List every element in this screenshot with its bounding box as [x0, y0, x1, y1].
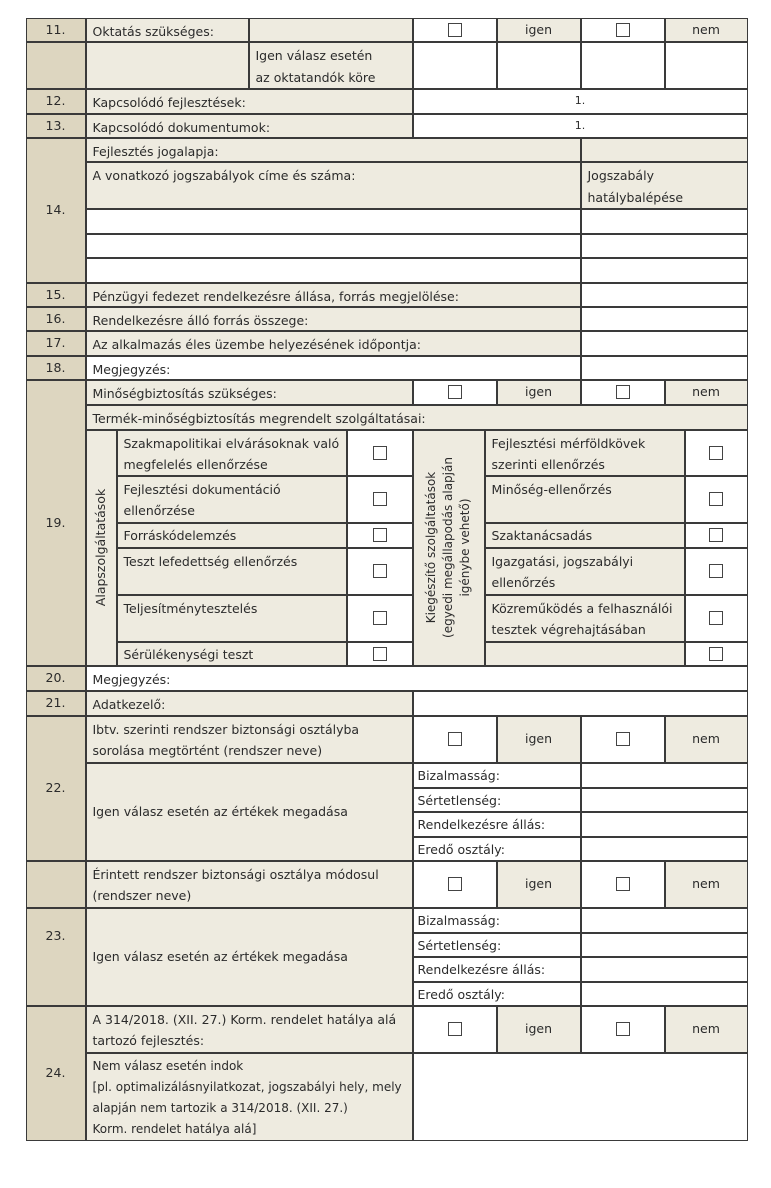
note-field-2[interactable] [86, 666, 748, 691]
legal-basis-label [86, 138, 581, 162]
row-number [26, 89, 86, 114]
service-checkbox-cell[interactable] [685, 523, 748, 548]
service-checkbox-cell[interactable] [685, 548, 748, 595]
related-developments-input[interactable] [413, 89, 748, 114]
financial-coverage-input[interactable] [581, 283, 748, 307]
checkbox[interactable] [709, 611, 723, 625]
checkbox[interactable] [448, 385, 462, 399]
no-text: nem [692, 876, 720, 891]
yes-label [497, 861, 581, 908]
checkbox[interactable] [709, 446, 723, 460]
yes-text: igen [524, 876, 553, 891]
label-text: Termék-minőségbiztosítás megrendelt szolgáltatásai: [92, 410, 426, 426]
related-documents-input[interactable] [413, 114, 748, 138]
service-line: megfelelés ellenőrzése [123, 456, 268, 472]
field-label [413, 812, 581, 837]
no-label [665, 380, 748, 405]
service-checkbox-cell[interactable] [347, 523, 413, 548]
service-item [485, 430, 685, 476]
row-number-text: 14. [45, 202, 66, 217]
service-line: Fejlesztési dokumentáció [123, 481, 281, 497]
service-line: Minőség-ellenőrzés [491, 481, 612, 497]
checkbox[interactable] [616, 23, 630, 37]
row-number-text: 12. [45, 93, 66, 108]
label-line: A 314/2018. (XII. 27.) Korm. rendelet hatálya alá [92, 1011, 397, 1027]
field-label [413, 982, 581, 1006]
row-number-text: 17. [45, 335, 66, 350]
no-text: nem [692, 731, 720, 746]
checkbox[interactable] [373, 647, 387, 661]
service-line: szerinti ellenőrzés [491, 456, 605, 472]
row-number-text: 18. [45, 359, 66, 375]
checkbox[interactable] [373, 564, 387, 578]
field-label [413, 908, 581, 933]
group-line: Kiegészítő szolgáltatások [424, 471, 439, 624]
label-line: sorolása megtörtént (rendszer neve) [92, 742, 323, 758]
yes-text: igen [524, 384, 553, 399]
service-item [485, 548, 685, 595]
service-item [485, 523, 685, 548]
trainees-input-3[interactable] [581, 42, 665, 89]
trainees-input-2[interactable] [497, 42, 581, 89]
yes-label [497, 1006, 581, 1053]
law-title-input-1[interactable] [86, 209, 581, 234]
label-text: Igen válasz esetén az értékek megadása [92, 803, 348, 819]
service-item [117, 548, 347, 595]
checkbox[interactable] [709, 647, 723, 661]
service-line: tesztek végrehajtásában [491, 621, 646, 637]
available-funds-input[interactable] [581, 307, 748, 331]
service-item [117, 523, 347, 548]
blank-cell [86, 42, 249, 89]
service-line: Szaktanácsadás [491, 527, 593, 543]
label-line: tartozó fejlesztés: [92, 1032, 205, 1048]
availability-input[interactable] [581, 957, 748, 982]
decree-no-checkbox-cell[interactable] [581, 1006, 665, 1053]
label-text: Megjegyzés: [92, 361, 171, 377]
financial-coverage-label [86, 283, 581, 307]
service-line: Igazgatási, jogszabályi [491, 553, 634, 569]
service-line: Forráskódelemzés [123, 527, 237, 543]
label-text: Rendelkezésre álló forrás összege: [92, 312, 309, 328]
service-item [117, 476, 347, 523]
security-class-label [86, 716, 413, 763]
row-number [26, 691, 86, 716]
service-checkbox-cell[interactable] [685, 476, 748, 523]
service-checkbox-cell[interactable] [347, 548, 413, 595]
go-live-date-input[interactable] [581, 331, 748, 356]
law-effective-header [581, 162, 748, 209]
checkbox[interactable] [448, 732, 462, 746]
field-label [413, 933, 581, 957]
related-documents-label [86, 114, 413, 138]
group-label: Alapszolgáltatások [93, 488, 109, 607]
checkbox[interactable] [448, 1022, 462, 1036]
service-item [485, 476, 685, 523]
yes-text: igen [524, 731, 553, 746]
checkbox[interactable] [709, 528, 723, 542]
row-number-text: 15. [45, 286, 66, 302]
yes-text: igen [524, 1021, 553, 1036]
data-controller-input[interactable] [413, 691, 748, 716]
group-line: (egyedi megállapodás alapján [441, 457, 456, 638]
row-number [26, 666, 86, 691]
resulting-class-input[interactable] [581, 982, 748, 1006]
row-number-text: 23. [45, 927, 66, 943]
no-text: nem [692, 21, 720, 37]
row-number [26, 356, 86, 380]
checkbox[interactable] [448, 23, 462, 37]
row-number-text: 19. [45, 514, 66, 530]
group-label [423, 457, 474, 638]
confidentiality-input[interactable] [581, 763, 748, 788]
label-line: Ibtv. szerinti rendszer biztonsági osztályba [92, 721, 360, 737]
service-checkbox-cell[interactable] [347, 642, 413, 666]
field-label [413, 763, 581, 788]
service-line: Közreműködés a felhasználói [491, 600, 673, 616]
qa-services-label [86, 405, 748, 430]
label-text: Adatkezelő: [92, 696, 166, 712]
row-number [26, 283, 86, 307]
no-label [665, 1006, 748, 1053]
label-line: Igen válasz esetén [255, 47, 373, 63]
label-text: Oktatás szükséges: [92, 23, 214, 39]
label-text: Minőségbiztosítás szükséges: [92, 385, 277, 401]
label-line: alapján nem tartozik a 314/2018. (XII. 27.) [92, 1100, 348, 1115]
checkbox[interactable] [373, 446, 387, 460]
availability-input[interactable] [581, 812, 748, 837]
values-label [86, 763, 413, 861]
row-number-text: 22. [45, 780, 66, 795]
service-checkbox-cell[interactable] [347, 476, 413, 523]
label-line: Nem válasz esetén indok [92, 1058, 244, 1073]
label-text: Kapcsolódó fejlesztések: [92, 94, 246, 110]
row-number [26, 1006, 86, 1141]
service-line: Teszt lefedettség ellenőrzés [123, 553, 298, 569]
law-title-input-3[interactable] [86, 258, 581, 283]
service-checkbox-cell[interactable] [347, 595, 413, 642]
row-number [26, 331, 86, 356]
checkbox[interactable] [616, 385, 630, 399]
gov-decree-label [86, 1006, 413, 1053]
checkbox[interactable] [709, 492, 723, 506]
label-text: Igen válasz esetén az értékek megadása [92, 948, 348, 964]
row-number-text: 24. [45, 1065, 66, 1080]
label-text: Megjegyzés: [92, 671, 171, 687]
field-label-text: Rendelkezésre állás: [417, 816, 546, 832]
law-date-input-1[interactable] [581, 209, 748, 234]
integrity-input[interactable] [581, 933, 748, 957]
header-text: A vonatkozó jogszabályok címe és száma: [92, 167, 356, 183]
service-checkbox-cell[interactable] [685, 595, 748, 642]
row-number-blank [26, 861, 86, 908]
service-item [117, 595, 347, 642]
label-line: (rendszer neve) [92, 887, 192, 903]
available-funds-label [86, 307, 581, 331]
values-label [86, 908, 413, 1006]
service-line: ellenőrzése [123, 502, 195, 518]
field-label-text: Eredő osztály: [417, 986, 505, 1002]
confidentiality-input[interactable] [581, 908, 748, 933]
label-line: Korm. rendelet hatálya alá] [92, 1121, 257, 1136]
security-class-no-checkbox-cell[interactable] [581, 716, 665, 763]
service-line: Sérülékenységi teszt [123, 646, 254, 662]
no-text: nem [692, 1021, 720, 1036]
yes-text: igen [524, 21, 553, 37]
label-line: az oktatandók köre [255, 69, 376, 85]
field-label-text: Sértetlenség: [417, 937, 502, 953]
training-no-checkbox-cell[interactable] [581, 18, 665, 42]
service-item-blank [485, 642, 685, 666]
field-label-text: Rendelkezésre állás: [417, 961, 546, 977]
no-reason-input[interactable] [413, 1053, 748, 1141]
header-line: Jogszabály [587, 167, 654, 183]
label-text: Az alkalmazás éles üzembe helyezésének időpontja: [92, 336, 421, 352]
field-label-text: Sértetlenség: [417, 792, 502, 808]
service-line: ellenőrzés [491, 574, 556, 590]
class-change-no-checkbox-cell[interactable] [581, 861, 665, 908]
field-label [413, 837, 581, 861]
label-line: [pl. optimalizálásnyilatkozat, jogszabályi hely, mely [92, 1079, 402, 1094]
note-input[interactable] [581, 356, 748, 380]
field-label [413, 957, 581, 982]
blank-cell [249, 18, 413, 42]
law-title-input-2[interactable] [86, 234, 581, 258]
go-live-date-label [86, 331, 581, 356]
row-number-text: 13. [45, 117, 66, 133]
service-checkbox-cell[interactable] [685, 430, 748, 476]
related-developments-label [86, 89, 413, 114]
no-text: nem [692, 384, 720, 399]
qa-required-label [86, 380, 413, 405]
service-line: Szakmapolitikai elvárásoknak való [123, 435, 340, 451]
yes-label [497, 380, 581, 405]
no-label [665, 861, 748, 908]
row-number [26, 908, 86, 1006]
label-text: Pénzügyi fedezet rendelkezésre állása, forrás megjelölése: [92, 288, 459, 304]
service-item [117, 642, 347, 666]
field-label-text: Bizalmasság: [417, 912, 500, 928]
label-line: Érintett rendszer biztonsági osztálya módosul [92, 866, 379, 882]
security-class-yes-checkbox-cell[interactable] [413, 716, 497, 763]
training-yes-checkbox-cell[interactable] [413, 18, 497, 42]
row-number [26, 380, 86, 666]
law-date-input-2[interactable] [581, 234, 748, 258]
blank-cell [581, 138, 748, 162]
note-field[interactable] [86, 356, 581, 380]
checkbox[interactable] [373, 611, 387, 625]
service-item [117, 430, 347, 476]
header-line: hatálybalépése [587, 189, 684, 205]
row-number-blank [26, 42, 86, 89]
list-number: 1. [574, 118, 586, 132]
checkbox[interactable] [616, 1022, 630, 1036]
list-number: 1. [574, 94, 586, 107]
row-number [26, 307, 86, 331]
law-date-input-3[interactable] [581, 258, 748, 283]
row-number [26, 138, 86, 283]
label-text: Fejlesztés jogalapja: [92, 143, 219, 159]
field-label-text: Bizalmasság: [417, 767, 500, 783]
trainees-label [249, 42, 413, 89]
row-number-text: 11. [45, 21, 66, 37]
row-number-text: 21. [45, 695, 66, 710]
integrity-input[interactable] [581, 788, 748, 812]
service-item [485, 595, 685, 642]
label-text: Kapcsolódó dokumentumok: [92, 119, 271, 135]
training-label [86, 18, 249, 42]
row-number [26, 114, 86, 138]
qa-yes-checkbox-cell[interactable] [413, 380, 497, 405]
yes-label [497, 18, 581, 42]
row-number [26, 716, 86, 861]
basic-services-group [86, 430, 117, 666]
yes-label [497, 716, 581, 763]
checkbox[interactable] [448, 877, 462, 891]
qa-no-checkbox-cell[interactable] [581, 380, 665, 405]
checkbox[interactable] [616, 732, 630, 746]
no-label [665, 716, 748, 763]
no-reason-label [86, 1053, 413, 1141]
trainees-input-1[interactable] [413, 42, 497, 89]
extra-services-group [413, 430, 485, 666]
row-number [26, 18, 86, 42]
field-label-text: Eredő osztály: [417, 841, 505, 857]
no-label [665, 18, 748, 42]
service-line: Teljesítménytesztelés [123, 600, 258, 616]
service-checkbox-cell[interactable] [685, 642, 748, 666]
checkbox[interactable] [616, 877, 630, 891]
row-number-text: 16. [45, 310, 66, 326]
security-class-change-label [86, 861, 413, 908]
resulting-class-input[interactable] [581, 837, 748, 861]
service-line: Fejlesztési mérföldkövek [491, 435, 646, 451]
service-checkbox-cell[interactable] [347, 430, 413, 476]
class-change-yes-checkbox-cell[interactable] [413, 861, 497, 908]
decree-yes-checkbox-cell[interactable] [413, 1006, 497, 1053]
laws-title-header [86, 162, 581, 209]
trainees-input-4[interactable] [665, 42, 748, 89]
checkbox[interactable] [709, 564, 723, 578]
field-label [413, 788, 581, 812]
checkbox[interactable] [373, 528, 387, 542]
checkbox[interactable] [373, 492, 387, 506]
group-line: igénybe vehető) [458, 498, 473, 597]
row-number-text: 20. [45, 670, 66, 685]
data-controller-label [86, 691, 413, 716]
